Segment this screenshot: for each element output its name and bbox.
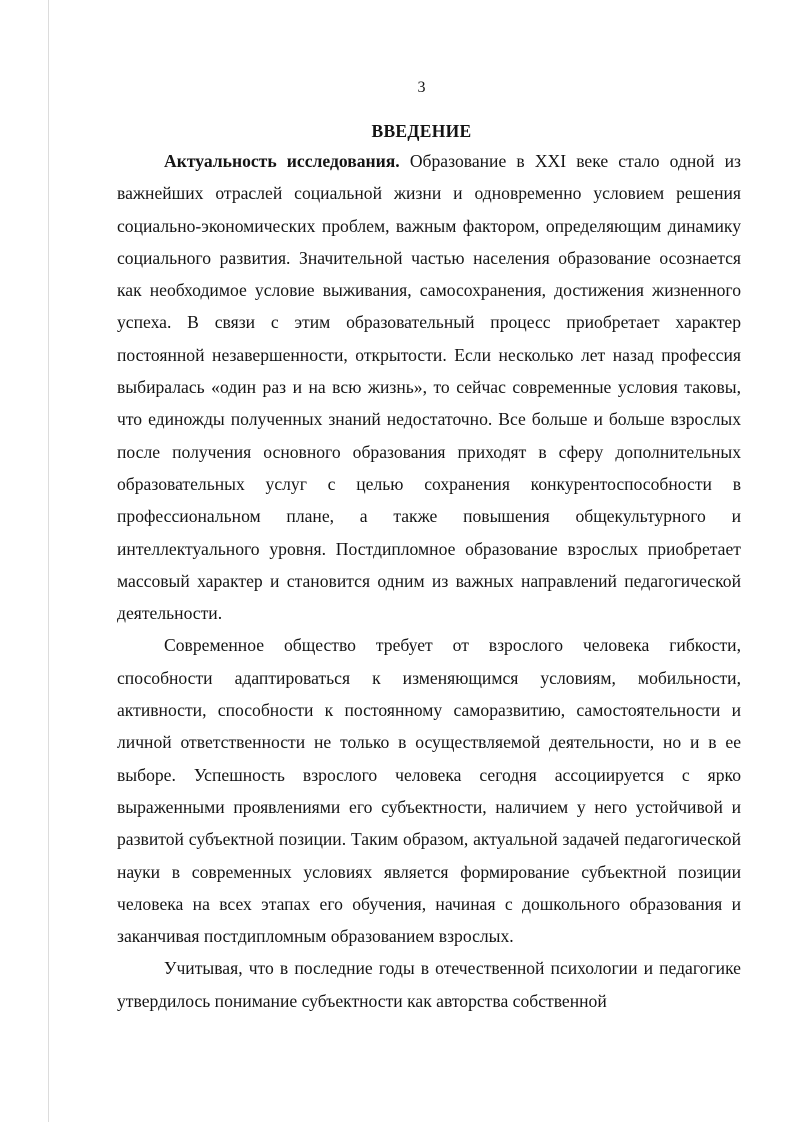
paragraph-considering — [117, 952, 741, 1017]
paragraph-text: Современное общество требует от взрослого человека гибкости, способности адаптироваться к изменяющимся условиям, мобильности, активности, способности к постоянному саморазвитию, самостоятельности и личной ответственности не только в осуществляемой деятельности, но и в ее выборе. Успешность взрослого человека сегодня ассоциируется с ярко выраженными проявлениями его субъектности, наличием у него устойчивой и развитой субъектной позиции. Таким образом, актуальной задачей педагогической науки в современных условиях является формирование субъектной позиции человека на всех этапах его обучения, начиная с дошкольного образования и заканчивая постдипломным образованием взрослых. — [117, 635, 741, 947]
paragraph-text: Образование в XXI веке стало одной из важнейших отраслей социальной жизни и одновременно условием решения социально-экономических проблем, важным фактором, определяющим динамику социального развития. Значительной частью населения образование осознается как необходимое условие выживания, самосохранения, достижения жизненного успеха. В связи с этим образовательный процесс приобретает характер постоянной незавершенности, открытости. Если несколько лет назад профессия выбиралась «один раз и на всю жизнь», то сейчас современные условия таковы, что единожды полученных знаний недостаточно. Все больше и больше взрослых после получения основного образования приходят в сферу дополнительных образовательных услуг с целью сохранения конкурентоспособности в профессиональном плане, а также повышения общекультурного и интеллектуального уровня. Постдипломное образование взрослых приобретает массовый характер и становится одним из важных направлений педагогической деятельности. — [117, 151, 742, 624]
page-left-edge-rule — [48, 0, 49, 1122]
page-title: ВВЕДЕНИЕ — [371, 120, 472, 141]
paragraph-text: Учитывая, что в последние годы в отечественной психологии и педагогике утвердилось понимание субъектности как авторства собственной — [117, 958, 741, 1011]
paragraph-relevance — [117, 145, 741, 629]
page-number: 3 — [417, 79, 426, 96]
paragraph-lead: Актуальность исследования. — [164, 151, 400, 171]
document-body — [117, 145, 741, 1017]
paragraph-modern-society — [117, 629, 741, 952]
